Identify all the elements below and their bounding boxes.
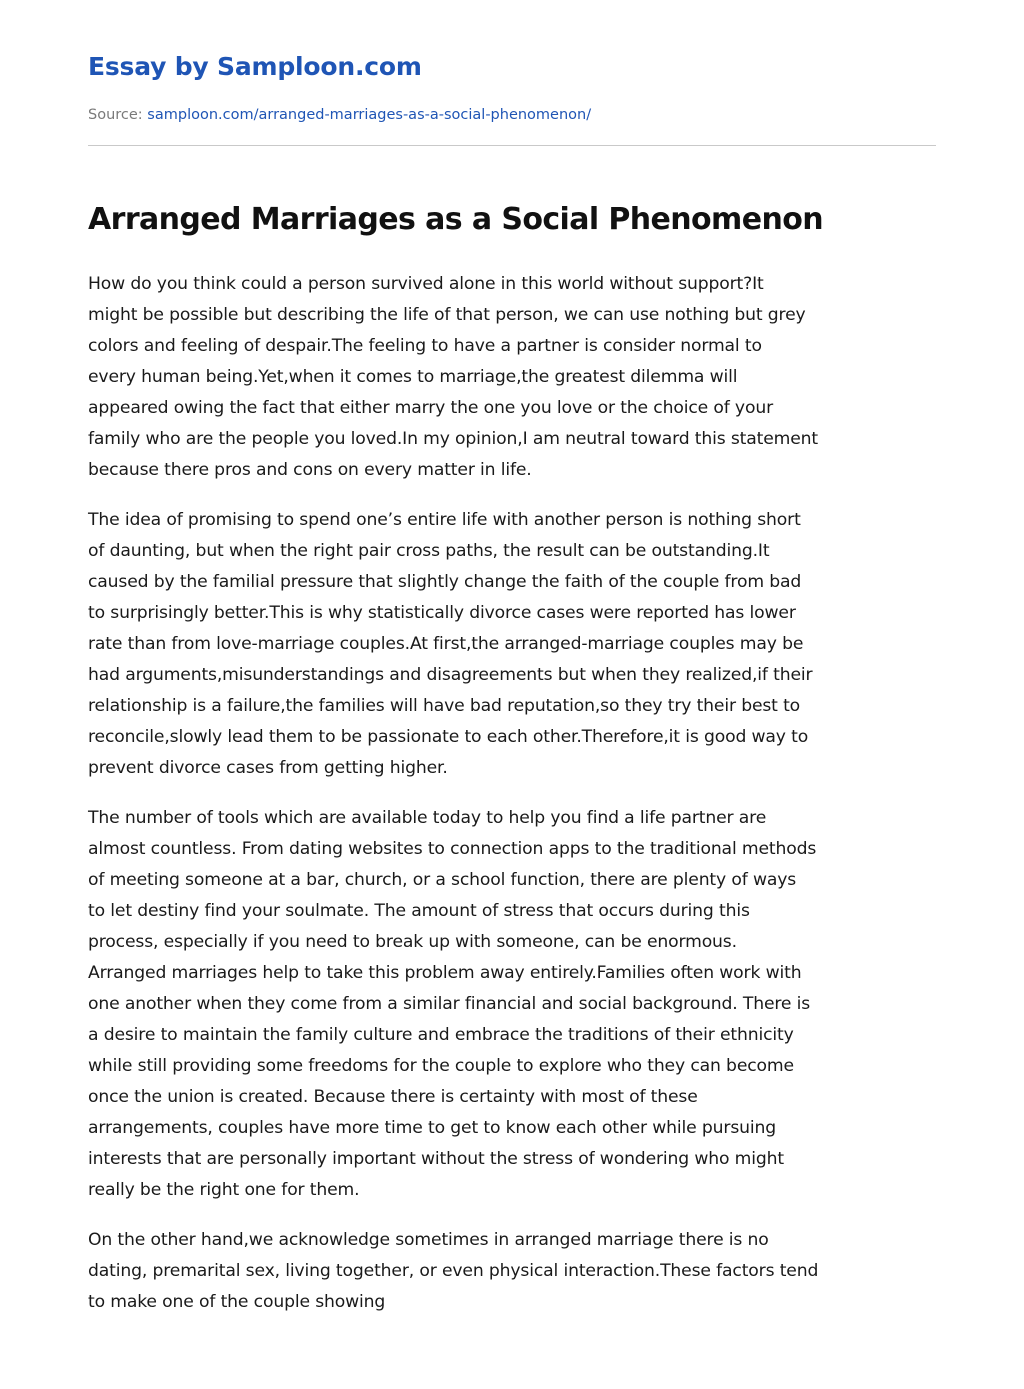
- paragraph-line: dating, premarital sex, living together, or even physical interaction.These factors tend: [88, 1261, 819, 1281]
- paragraph-line: because there pros and cons on every matter in life.: [88, 460, 532, 480]
- essay-paragraph: [88, 505, 936, 784]
- paragraph-line: How do you think could a person survived alone in this world without support?It: [88, 274, 764, 294]
- essay-paragraph: [88, 1225, 936, 1318]
- essay-body: [88, 269, 936, 1337]
- source-link[interactable]: samploon.com/arranged-marriages-as-a-social-phenomenon/: [147, 107, 592, 123]
- paragraph-line: appeared owing the fact that either marry the one you love or the choice of your: [88, 398, 773, 418]
- paragraph-line: On the other hand,we acknowledge sometimes in arranged marriage there is no: [88, 1230, 769, 1250]
- paragraph-line: to let destiny find your soulmate. The amount of stress that occurs during this: [88, 901, 750, 921]
- paragraph-line: colors and feeling of despair.The feeling to have a partner is consider normal to: [88, 336, 762, 356]
- paragraph-line: a desire to maintain the family culture and embrace the traditions of their ethnicity: [88, 1025, 794, 1045]
- paragraph-line: one another when they come from a similar financial and social background. There is: [88, 994, 811, 1014]
- paragraph-line: Arranged marriages help to take this problem away entirely.Families often work with: [88, 963, 802, 983]
- essay-title: Arranged Marriages as a Social Phenomenon: [88, 202, 823, 237]
- paragraph-line: almost countless. From dating websites to connection apps to the traditional methods: [88, 839, 817, 859]
- site-brand-link[interactable]: Essay by Samploon.com: [88, 52, 422, 81]
- paragraph-line: The number of tools which are available today to help you find a life partner are: [88, 808, 767, 828]
- essay-paragraph: [88, 803, 936, 1206]
- essay-paragraph: [88, 269, 936, 486]
- paragraph-line: to make one of the couple showing: [88, 1292, 386, 1312]
- paragraph-line: process, especially if you need to break up with someone, can be enormous.: [88, 932, 737, 952]
- paragraph-line: caused by the familial pressure that slightly change the faith of the couple from bad: [88, 572, 802, 592]
- paragraph-line: interests that are personally important without the stress of wondering who might: [88, 1149, 784, 1169]
- paragraph-line: The idea of promising to spend one’s entire life with another person is nothing short: [88, 510, 801, 530]
- paragraph-line: of meeting someone at a bar, church, or a school function, there are plenty of ways: [88, 870, 797, 890]
- paragraph-line: while still providing some freedoms for the couple to explore who they can become: [88, 1056, 794, 1076]
- paragraph-line: arrangements, couples have more time to get to know each other while pursuing: [88, 1118, 777, 1138]
- paragraph-line: prevent divorce cases from getting higher.: [88, 758, 448, 778]
- paragraph-line: once the union is created. Because there is certainty with most of these: [88, 1087, 698, 1107]
- paragraph-line: of daunting, but when the right pair cross paths, the result can be outstanding.It: [88, 541, 770, 561]
- paragraph-line: to surprisingly better.This is why statistically divorce cases were reported has lower: [88, 603, 796, 623]
- source-label: Source:: [88, 107, 143, 123]
- paragraph-line: had arguments,misunderstandings and disagreements but when they realized,if their: [88, 665, 813, 685]
- source-line: [88, 107, 591, 123]
- paragraph-line: family who are the people you loved.In my opinion,I am neutral toward this statement: [88, 429, 818, 449]
- paragraph-line: every human being.Yet,when it comes to marriage,the greatest dilemma will: [88, 367, 738, 387]
- paragraph-line: reconcile,slowly lead them to be passionate to each other.Therefore,it is good way to: [88, 727, 809, 747]
- paragraph-line: rate than from love-marriage couples.At first,the arranged-marriage couples may be: [88, 634, 804, 654]
- paragraph-line: relationship is a failure,the families will have bad reputation,so they try their best to: [88, 696, 801, 716]
- paragraph-line: might be possible but describing the life of that person, we can use nothing but grey: [88, 305, 806, 325]
- paragraph-line: really be the right one for them.: [88, 1180, 360, 1200]
- header-divider: [88, 145, 936, 146]
